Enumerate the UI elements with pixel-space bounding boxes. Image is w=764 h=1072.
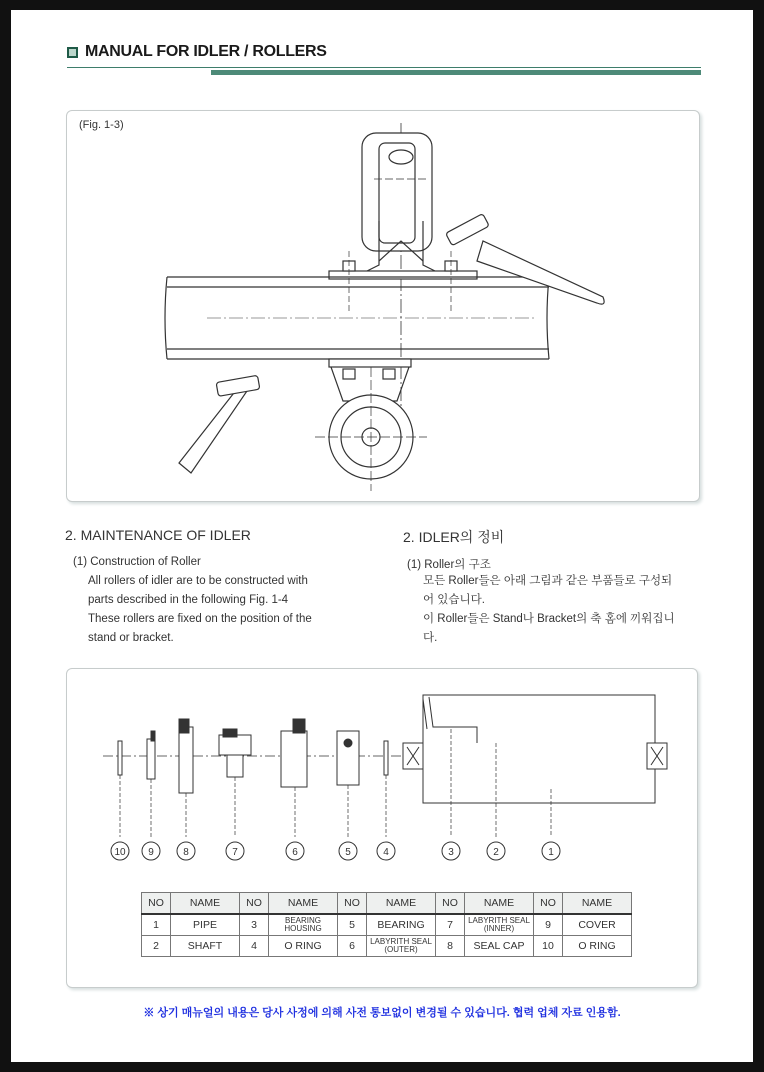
callout-label: 2 — [493, 847, 499, 858]
korean-body — [423, 572, 707, 648]
english-subheading: (1) Construction of Roller — [73, 556, 201, 568]
korean-line: 이 Roller들은 Stand나 Bracket의 축 홈에 끼워집니 — [423, 613, 675, 625]
english-line: These rollers are fixed on the position of the — [88, 613, 312, 625]
manual-page — [11, 10, 753, 1062]
header-rule — [67, 67, 701, 68]
callout-label: 5 — [345, 847, 351, 858]
english-line: parts described in the following Fig. 1-4 — [88, 594, 289, 606]
callout-label: 8 — [183, 847, 189, 858]
table-row: 1 PIPE 3 BEARING HOUSING 5 BEARING 7 LABYRITH SEAL (INNER) 9 COVER — [142, 914, 632, 936]
parts-table — [141, 892, 632, 957]
figure-1-3-panel — [66, 110, 700, 502]
header-bar — [211, 70, 701, 75]
header-square-icon — [67, 47, 78, 58]
english-line: stand or bracket. — [88, 632, 174, 644]
callout-label: 10 — [114, 847, 126, 858]
english-body — [88, 572, 360, 648]
english-heading: 2. MAINTENANCE OF IDLER — [65, 527, 251, 543]
callout-label: 3 — [448, 847, 454, 858]
korean-heading: 2. IDLER의 정비 — [403, 529, 505, 545]
korean-line: 다. — [423, 632, 438, 644]
header-title: MANUAL FOR IDLER / ROLLERS — [85, 43, 327, 60]
english-line: All rollers of idler are to be constructed with — [88, 575, 308, 587]
hammer-right-icon — [446, 214, 605, 305]
korean-line: 어 있습니다. — [423, 594, 485, 606]
callout-label: 1 — [548, 847, 554, 858]
figure-label: (Fig. 1-3) — [79, 119, 124, 131]
table-header-row: NO NAME NO NAME NO NAME NO NAME NO NAME — [142, 893, 632, 915]
callout-label: 9 — [148, 847, 154, 858]
hammer-left-icon — [179, 375, 260, 473]
callout-label: 4 — [383, 847, 389, 858]
page-header — [67, 41, 327, 63]
table-row: 2 SHAFT 4 O RING 6 LABYRITH SEAL (OUTER) 8 SEAL CAP 10 O RING — [142, 936, 632, 957]
callout-label: 6 — [292, 847, 298, 858]
callout-label: 7 — [232, 847, 238, 858]
korean-line: 모든 Roller들은 아래 그림과 같은 부품들로 구성되 — [423, 575, 673, 587]
disclaimer-notice: ※ 상기 매뉴얼의 내용은 당사 사정에 의해 사전 통보없이 변경될 수 있습니다. 협력 업체 자료 인용함. — [143, 1007, 621, 1019]
korean-subheading: (1) Roller의 구조 — [407, 559, 491, 571]
idler-installation-drawing — [67, 111, 699, 501]
